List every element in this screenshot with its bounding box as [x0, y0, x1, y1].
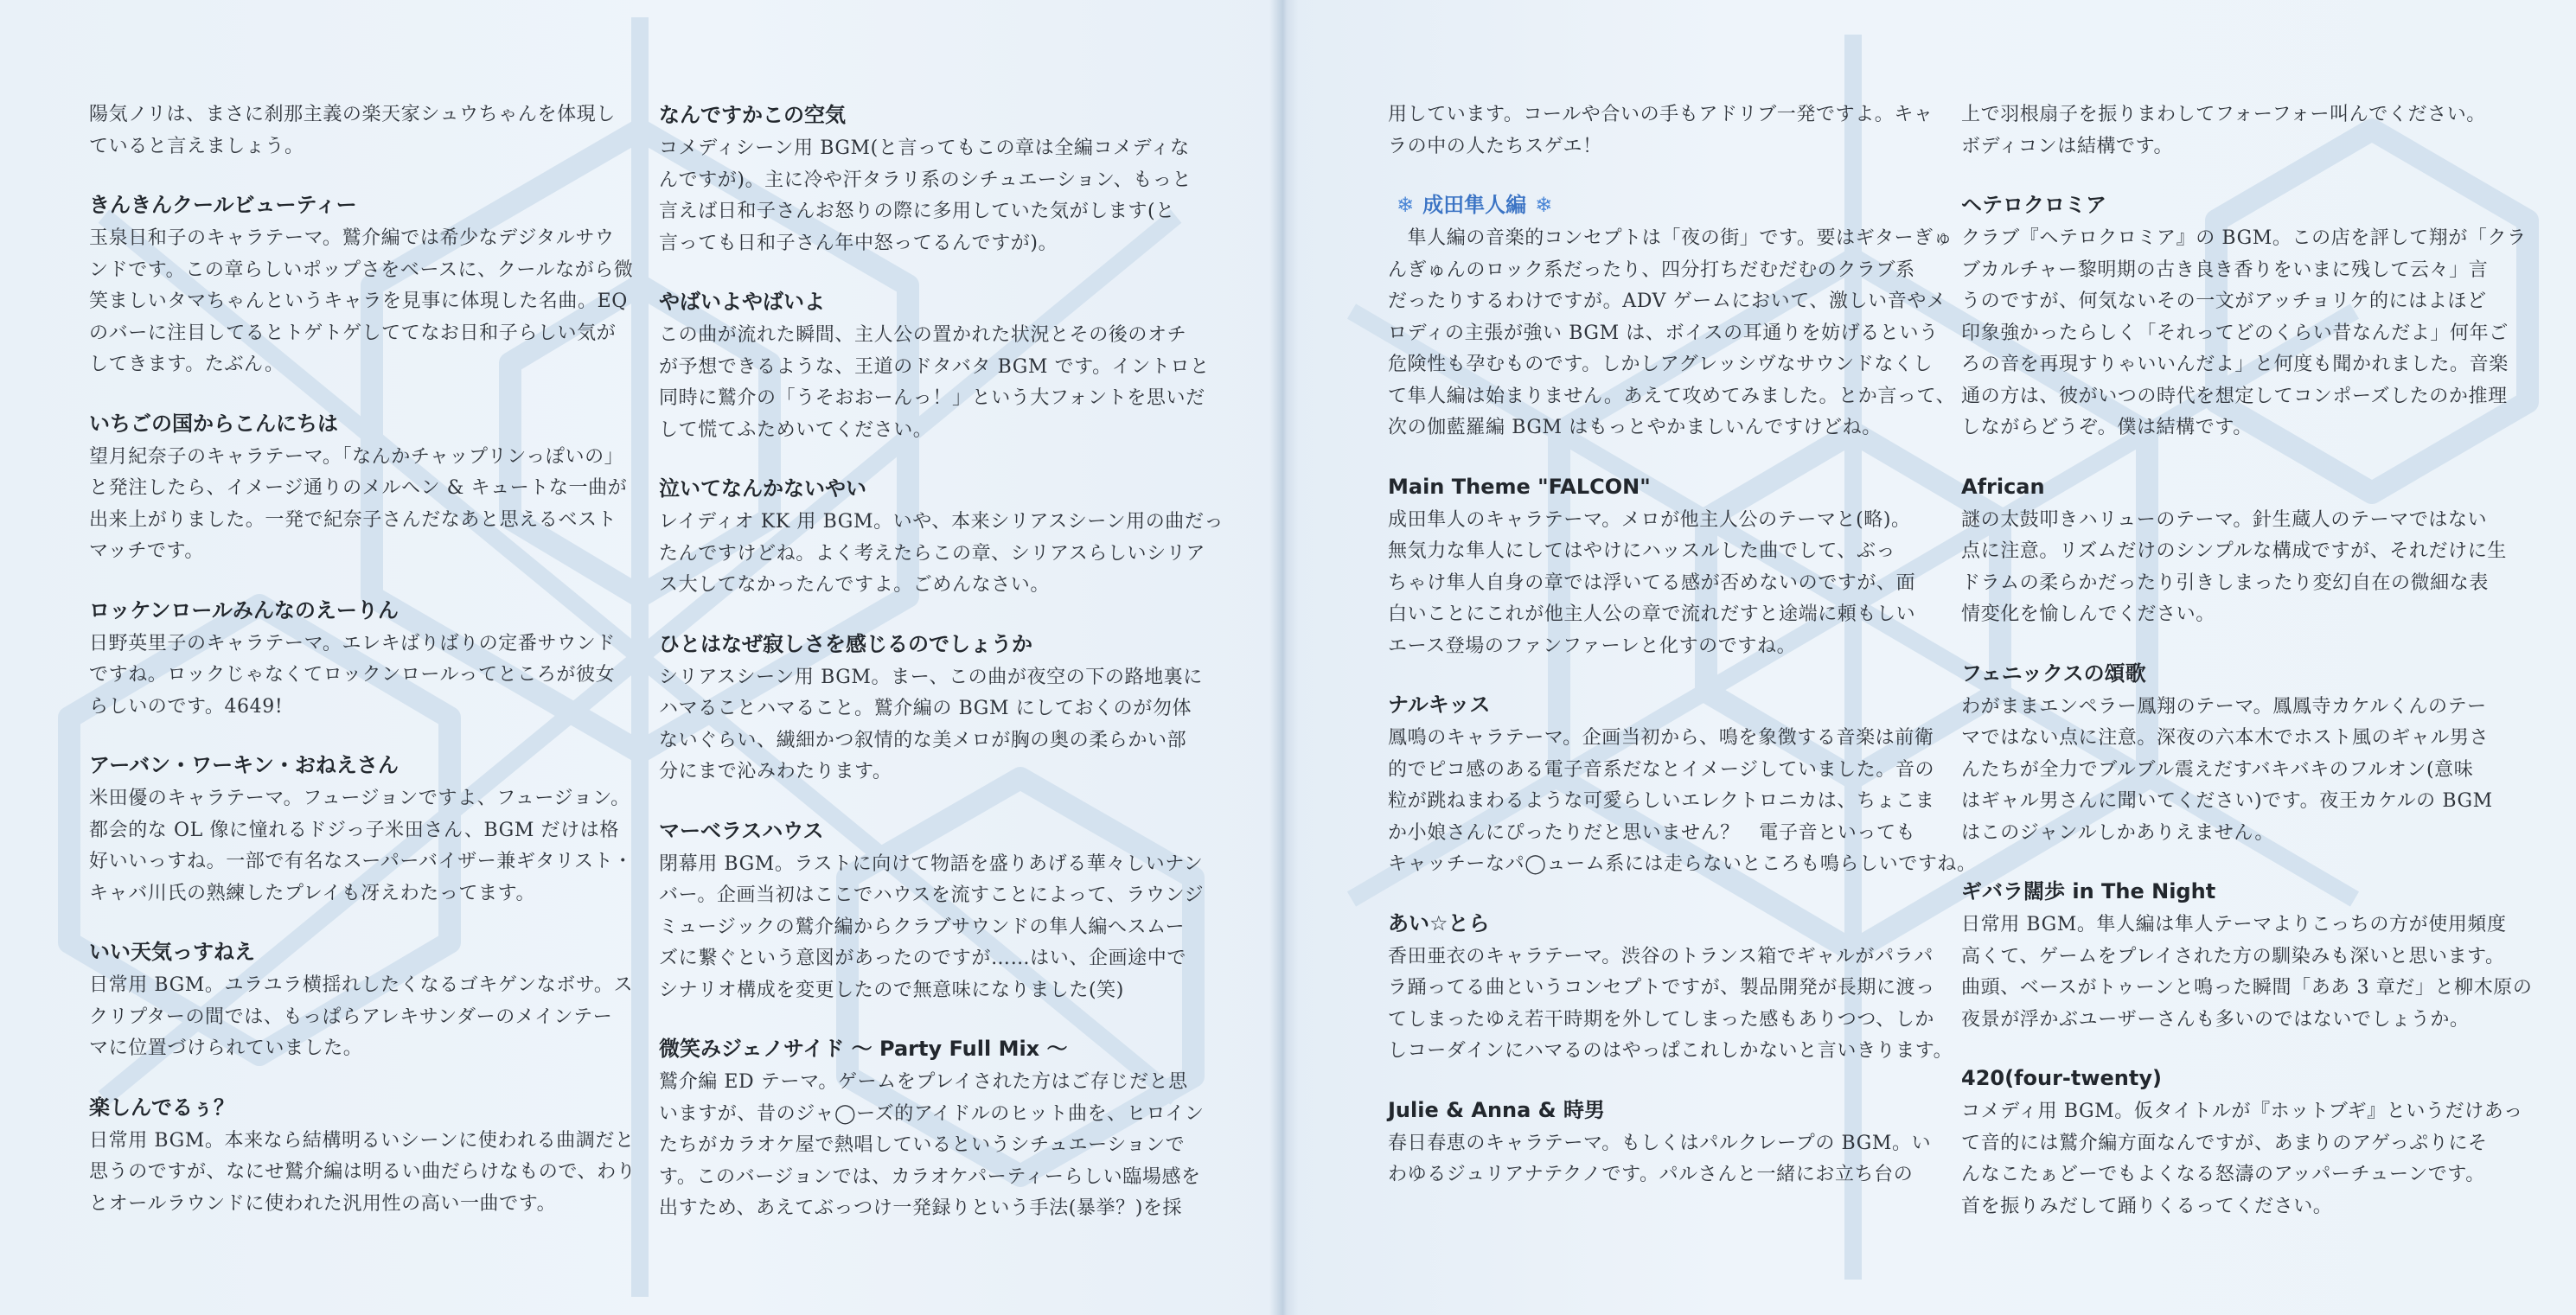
track-description: 玉泉日和子のキャラテーマ。鷲介編では希少なデジタルサウ ンドです。この章らしいポップさをベースに、クールながら微 笑ましいタマちゃんというキャラを見事に体現した名曲。EQ のバーに注目してるとトゲトゲしててなお日和子らしい気が してきます。たぶん。 — [89, 227, 634, 375]
track-title: ひとはなぜ寂しさを感じるのでしょうか — [659, 631, 1032, 656]
track-title: Julie & Anna & 時男 — [1388, 1097, 1605, 1122]
track-entry — [659, 1033, 1230, 1225]
track-description: わがままエンペラー鳳翔のテーマ。鳳鳳寺カケルくんのテー マではない点に注意。深夜の六本木でホスト風のギャル男さ んたちが全力でブルブル震えだすバキバキのフルオン(意味 はギャル男さんに聞いてください)です。夜王カケルの BGM はこのジャンルしかありえません。 — [1961, 695, 2493, 844]
track-title: 泣いてなんかないやい — [659, 476, 866, 501]
snowflake-icon: ❄ — [1535, 193, 1553, 217]
track-title: マーベラスハウス — [659, 818, 824, 843]
track-description: 謎の太鼓叩きハリューのテーマ。針生蔵人のテーマではない 点に注意。リズムだけのシンプルな構成ですが、それだけに生 ドラムの柔らかだったり引きしまったり変幻自在の微細な表 情変化を愉しんでください。 — [1961, 508, 2507, 625]
column-4 — [1961, 99, 2532, 1249]
track-entry — [659, 473, 1230, 602]
track-entry — [659, 815, 1230, 1007]
track-title: African — [1961, 474, 2045, 499]
track-description: クラブ『ヘテロクロミア』の BGM。この店を評して翔が「クラ ブカルチャー黎明期の古き良き香りをいまに残して云々」言 うのですが、何気ないその一文がアッチョリケ的にはよほど 印象強かったらしく「それってどのくらい昔なんだよ」何年ご ろの音を再現すりゃいいんだよ」と何度も聞かれました。音楽 通の方は、彼がいつの時代を想定してコンポーズしたのか推理 しながらどうぞ。僕は結構です。 — [1961, 227, 2527, 438]
section-intro: 隼人編の音楽的コンセプトは「夜の街」です。要はギターぎゅ んぎゅんのロック系だったり、四分打ちだむだむのクラブ系 だったりするわけですが。ADV ゲームにおいて、激しい音やメ ロディの主張が強い BGM は、ボイスの耳通りを妨げるという 危険性も孕むものです。しかしアグレッシヴなサウンドなくし て隼人編は始まりません。あえて攻めてみました。とか言って、 次の伽藍羅編 BGM はもっとやかましいんですけどね。 — [1388, 227, 1956, 438]
track-entry — [1961, 189, 2532, 444]
track-entry — [1388, 471, 1959, 663]
continued-text: 上で羽根扇子を振りまわしてフォーフォー叫んでください。 ボディコンは結構です。 — [1961, 104, 2486, 157]
track-title: いい天気っすねえ — [89, 940, 255, 964]
track-title: 微笑みジェノサイド 〜 Party Full Mix 〜 — [659, 1037, 1068, 1061]
continued-text: 陽気ノリは、まさに刹那主義の楽天家シュウちゃんを体現し ていると言えましょう。 — [89, 104, 616, 157]
track-title: ナルキッス — [1388, 693, 1491, 717]
track-description: この曲が流れた瞬間、主人公の置かれた状況とその後のオチ が予想できるような、王道のドタバタ BGM です。イントロと 同時に鷲介の「うそおおーんっ！」という大フォントを思いだ して慌てふためいてください。 — [659, 324, 1210, 441]
column-3 — [1388, 99, 1977, 1218]
track-title: いちごの国からこんにちは — [89, 411, 338, 436]
track-entry — [89, 408, 660, 568]
track-description: 鳳鳴のキャラテーマ。企画当初から、鳴を象徴する音楽は前衛 的でピコ感のある電子音系だなとイメージしていました。音の 粒が跳ねまわるような可愛らしいエレクトロニカは、ちょこま か小娘さんにぴったりだと思いません？ 電子音といっても キャッチーなパ◯ューム系には走らないところも鳴らしいですね。 — [1388, 727, 1977, 875]
track-title: Main Theme "FALCON" — [1388, 474, 1651, 499]
track-entry — [1961, 471, 2532, 631]
track-title: やばいよやばいよ — [659, 290, 825, 314]
track-description: 日常用 BGM。隼人編は隼人テーマよりこっちの方が使用頻度 高くて、ゲームをプレイされた方の馴染みも深いと思います。 曲頭、ベースがトゥーンと鳴った瞬間「ああ 3 章だ」と柳木原の 夜景が浮かぶユーザーさんも多いのではないでしょうか。 — [1961, 914, 2533, 1031]
track-description: 日常用 BGM。ユラユラ横揺れしたくなるゴキゲンなボサ。ス クリプターの間では、もっぱらアレキサンダーのメインテー マに位置づけられていました。 — [89, 974, 634, 1059]
track-title: アーバン・ワーキン・おねえさん — [89, 753, 399, 777]
track-entry — [659, 99, 1230, 259]
track-description: 鷲介編 ED テーマ。ゲームをプレイされた方はご存じだと思 いますが、昔のジャ◯ーズ的アイドルのヒット曲を、ヒロイン たちがカラオケ屋で熱唱しているというシチュエーションで す。このバージョンでは、カラオケパーティーらしい臨場感を 出すため、あえてぶっつけ一発録りという手法(暴挙？)を採 — [659, 1071, 1205, 1219]
track-title: ヘテロクロミア — [1961, 193, 2106, 217]
track-entry — [89, 595, 660, 724]
track-entry — [89, 189, 660, 381]
booklet-spine-fold — [1269, 0, 1299, 1315]
track-entry — [1388, 1095, 1959, 1191]
track-title: 楽しんでるぅ？ — [89, 1095, 234, 1120]
track-title: ロッケンロールみんなのえーりん — [89, 597, 399, 622]
section-header — [1388, 189, 1959, 220]
track-description: 春日春恵のキャラテーマ。もしくはパルクレープの BGM。い わゆるジュリアナテクノです。パルさんと一緒にお立ち台の — [1388, 1132, 1932, 1185]
snowflake-icon: ❄ — [1397, 193, 1415, 217]
continued-text: 用しています。コールや合いの手もアドリブ一発ですよ。キャ ラの中の人たちスゲエ！ — [1388, 104, 1934, 157]
track-entry — [1961, 876, 2532, 1036]
track-title: ギバラ闊歩 in The Night — [1961, 879, 2216, 903]
track-entry — [1961, 658, 2532, 850]
track-description: 望月紀奈子のキャラテーマ。「なんかチャップリンっぽいの」 と発注したら、イメージ通りのメルヘン & キュートな一曲が 出来上がりました。一発で紀奈子さんだなあと思えるベスト マッチです。 — [89, 445, 628, 562]
track-description: コメディシーン用 BGM(と言ってもこの章は全編コメディな んですが)。主に冷や汗タラリ系のシチュエーション、もっと 言えば日和子さんお怒りの際に多用していた気がします(と 言っても日和子さん年中怒ってるんですが)。 — [659, 137, 1192, 254]
track-entry — [1961, 1063, 2532, 1222]
track-title: きんきんクールビューティー — [89, 193, 357, 217]
track-description: 米田優のキャラテーマ。フュージョンですよ、フュージョン。 都会的な OL 像に憧れるドジっ子米田さん、BGM だけは格 好いいっすね。一部で有名なスーパーバイザー兼ギタリスト・ キャバ川氏の熟練したプレイも冴えわたってます。 — [89, 788, 633, 904]
track-description: レイディオ KK 用 BGM。いや、本来シリアスシーン用の曲だっ たんですけどね。よく考えたらこの章、シリアスらしいシリア ス大してなかったんですよ。ごめんなさい。 — [659, 511, 1224, 596]
track-entry — [89, 750, 660, 910]
left-page — [0, 0, 1282, 1315]
track-description: 香田亜衣のキャラテーマ。渋谷のトランス箱でギャルがパラパ ラ踊ってる曲というコンセプトですが、製品開発が長期に渡っ てしまったゆえ若干時期を外してしまった感もありつつ、しか しコーダインにハマるのはやっぱこれしかないと言いきります。 — [1388, 945, 1953, 1062]
column-1 — [89, 99, 660, 1247]
track-entry — [659, 629, 1230, 788]
track-description: 閉幕用 BGM。ラストに向けて物語を盛りあげる華々しいナン バー。企画当初はここでハウスを流すことによって、ラウンジ ミュージックの鷲介編からクラブサウンドの隼人編へスムー ズに繋ぐという意図があったのですが……はい、企画途中で シナリオ構成を変更したので無意味になりました(笑) — [659, 852, 1205, 1001]
track-entry — [89, 1092, 660, 1221]
track-title: フェニックスの頌歌 — [1961, 661, 2146, 686]
track-entry — [1388, 908, 1959, 1068]
track-description: 日常用 BGM。本来なら結構明るいシーンに使われる曲調だと 思うのですが、なにせ鷲介編は明るい曲だらけなもので、わり とオールラウンドに使われた汎用性の高い一曲です。 — [89, 1129, 636, 1215]
track-description: コメディ用 BGM。仮タイトルが『ホットブギ』というだけあっ て音的には鷲介編方面なんですが、あまりのアゲっぷりにそ んなこたぁどーでもよくなる怒濤のアッパーチューンです。 首を振りみだして踊りくるってください。 — [1961, 1101, 2523, 1217]
track-title: あい☆とら — [1388, 910, 1490, 935]
track-description: 成田隼人のキャラテーマ。メロが他主人公のテーマと(略)。 無気力な隼人にしてはやけにハッスルした曲でして、ぶっ ちゃけ隼人自身の章では浮いてる感が否めないのですが、面 白いことにこれが他主人公の章で流れだすと途端に頼もしい エース登場のファンファーレと化すのですね。 — [1388, 508, 1916, 657]
track-entry — [89, 936, 660, 1065]
track-title: 420(four-twenty) — [1961, 1066, 2162, 1090]
track-entry — [659, 286, 1230, 446]
track-entry — [1388, 689, 1977, 881]
column-2 — [659, 99, 1230, 1252]
track-description: 日野英里子のキャラテーマ。エレキばりばりの定番サウンド ですね。ロックじゃなくてロックンロールってところが彼女 らしいのです。4649! — [89, 632, 616, 718]
track-description: シリアスシーン用 BGM。まー、この曲が夜空の下の路地裏に ハマることハマること。鷲介編の BGM にしておくのが勿体 ないぐらい、繊細かつ叙情的な美メロが胸の奥の柔らかい部 分にまで沁みわたります。 — [659, 666, 1203, 782]
section-title: 成田隼人編 — [1422, 193, 1527, 217]
track-title: なんですかこの空気 — [659, 103, 846, 127]
